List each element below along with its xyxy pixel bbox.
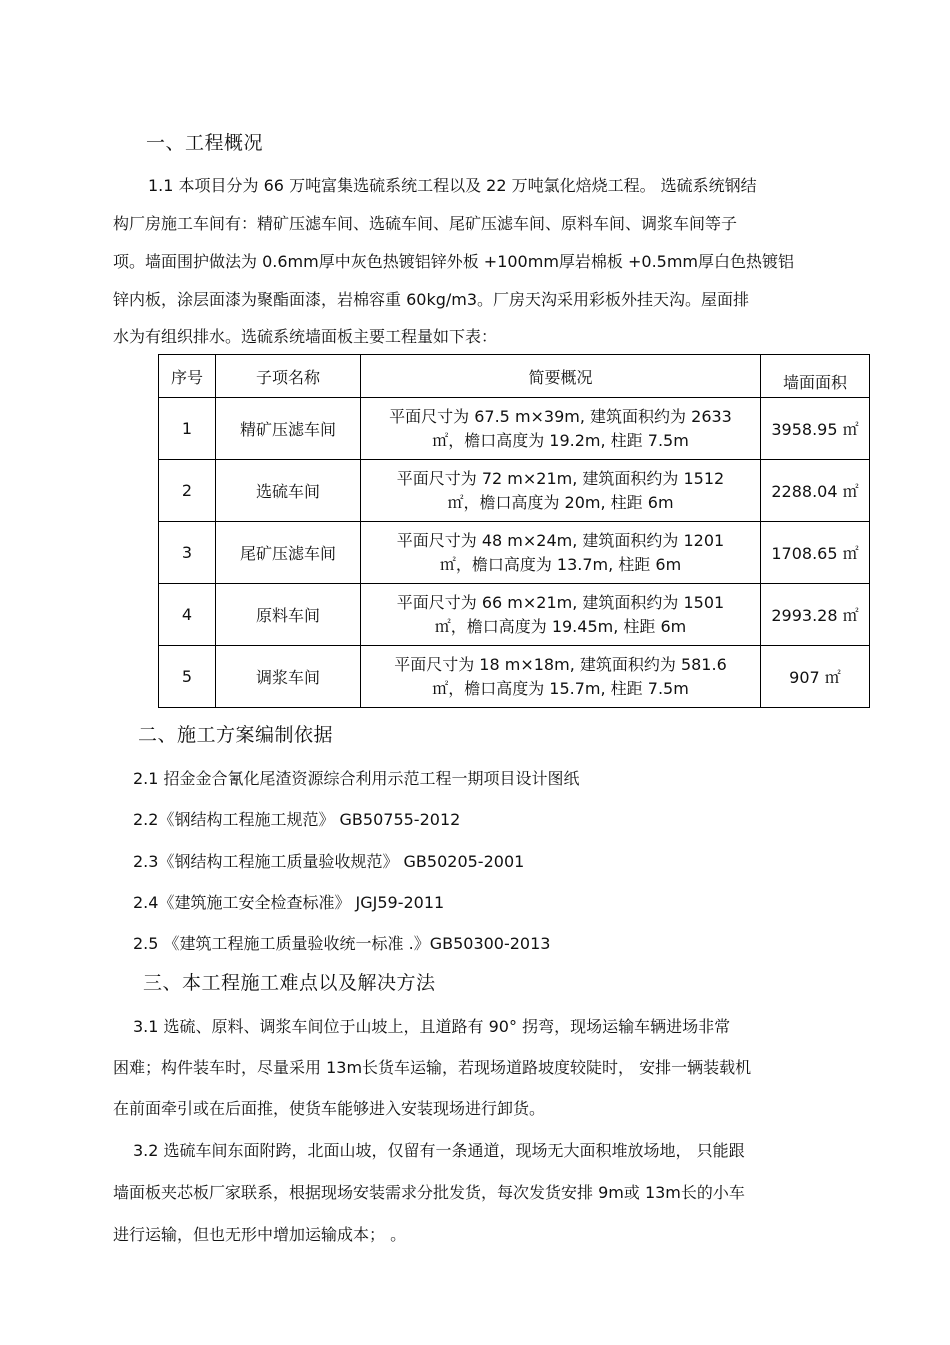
section2-title: 二、施工方案编制依据 xyxy=(138,724,334,746)
row-desc-line2: ㎡，檐口高度为 15.7m, 柱距 7.5m xyxy=(432,678,689,698)
row-no: 5 xyxy=(159,646,216,708)
table-row xyxy=(159,646,870,708)
row-area: 1708.65 ㎡ xyxy=(761,522,870,584)
row-desc xyxy=(361,646,761,708)
row-desc-line2: ㎡，檐口高度为 13.7m, 柱距 6m xyxy=(439,554,682,574)
row-name: 调浆车间 xyxy=(216,646,361,708)
wall-panel-quantity-table xyxy=(158,354,870,708)
row-no: 4 xyxy=(159,584,216,646)
row-area: 3958.95 ㎡ xyxy=(761,398,870,460)
header-no: 序号 xyxy=(159,355,216,398)
row-name: 尾矿压滤车间 xyxy=(216,522,361,584)
row-desc-line1: 平面尺寸为 66 m×21m, 建筑面积约为 1501 xyxy=(396,592,725,612)
table-row xyxy=(159,398,870,460)
row-desc-line1: 平面尺寸为 67.5 m×39m, 建筑面积约为 2633 xyxy=(389,406,732,426)
overview-line-4: 锌内板，涂层面漆为聚酯面漆，岩棉容重 60kg/m3。厂房天沟采用彩板外挂天沟。屋面排 xyxy=(113,290,750,309)
row-area: 2993.28 ㎡ xyxy=(761,584,870,646)
row-desc xyxy=(361,584,761,646)
difficulty-paragraph-2-line-1: 3.2 选硫车间东面附跨，北面山坡，仅留有一条通道，现场无大面积堆放场地， 只能跟 xyxy=(133,1141,745,1160)
row-desc-line2: ㎡，檐口高度为 19.45m, 柱距 6m xyxy=(434,616,687,636)
reference-item: 2.5 《建筑工程施工质量验收统一标准 .》GB50300-2013 xyxy=(133,934,551,953)
row-desc-line1: 平面尺寸为 18 m×18m, 建筑面积约为 581.6 xyxy=(394,654,727,674)
difficulty-paragraph-2-line-3: 进行运输，但也无形中增加运输成本； 。 xyxy=(113,1225,407,1244)
row-name: 原料车间 xyxy=(216,584,361,646)
row-desc xyxy=(361,522,761,584)
row-no: 1 xyxy=(159,398,216,460)
row-desc-line1: 平面尺寸为 48 m×24m, 建筑面积约为 1201 xyxy=(396,530,725,550)
row-no: 2 xyxy=(159,460,216,522)
reference-item: 2.2《钢结构工程施工规范》 GB50755-2012 xyxy=(133,810,461,829)
section1-title: 一、工程概况 xyxy=(146,132,264,154)
row-desc-line1: 平面尺寸为 72 m×21m, 建筑面积约为 1512 xyxy=(396,468,725,488)
reference-item: 2.3《钢结构工程施工质量验收规范》 GB50205-2001 xyxy=(133,852,525,871)
header-area: 墙面面积 xyxy=(761,355,870,398)
reference-item: 2.1 招金金合氰化尾渣资源综合利用示范工程一期项目设计图纸 xyxy=(133,769,580,788)
row-area: 907 ㎡ xyxy=(761,646,870,708)
difficulty-paragraph-1-line-3: 在前面牵引或在后面推，使货车能够进入安装现场进行卸货。 xyxy=(113,1099,546,1118)
difficulty-paragraph-1-line-1: 3.1 选硫、原料、调浆车间位于山坡上，且道路有 90° 拐弯，现场运输车辆进场非常 xyxy=(133,1017,731,1036)
header-name: 子项名称 xyxy=(216,355,361,398)
row-desc xyxy=(361,460,761,522)
table-row xyxy=(159,460,870,522)
row-no: 3 xyxy=(159,522,216,584)
row-desc-line2: ㎡，檐口高度为 19.2m, 柱距 7.5m xyxy=(432,430,689,450)
section3-title: 三、本工程施工难点以及解决方法 xyxy=(143,972,436,994)
overview-line-2: 构厂房施工车间有：精矿压滤车间、选硫车间、尾矿压滤车间、原料车间、调浆车间等子 xyxy=(113,214,738,233)
row-desc xyxy=(361,398,761,460)
row-desc-line2: ㎡，檐口高度为 20m, 柱距 6m xyxy=(447,492,674,512)
overview-line-3: 项。墙面围护做法为 0.6mm厚中灰色热镀铝锌外板 +100mm厚岩棉板 +0.5mm厚白色热镀铝 xyxy=(113,252,795,271)
table-row xyxy=(159,584,870,646)
reference-item: 2.4《建筑施工安全检查标准》 JGJ59-2011 xyxy=(133,893,445,912)
table-header-row xyxy=(159,355,870,398)
difficulty-paragraph-2-line-2: 墙面板夹芯板厂家联系，根据现场安装需求分批发货，每次发货安排 9m或 13m长的小车 xyxy=(113,1183,745,1202)
difficulty-paragraph-1-line-2: 困难；构件装车时，尽量采用 13m长货车运输，若现场道路坡度较陡时， 安排一辆装载机 xyxy=(113,1058,752,1077)
row-name: 精矿压滤车间 xyxy=(216,398,361,460)
overview-line-1: 1.1 本项目分为 66 万吨富集选硫系统工程以及 22 万吨氯化焙烧工程。 选硫系统钢结 xyxy=(148,176,757,195)
header-desc: 简要概况 xyxy=(361,355,761,398)
row-name: 选硫车间 xyxy=(216,460,361,522)
overview-line-5: 水为有组织排水。选硫系统墙面板主要工程量如下表： xyxy=(113,327,498,346)
row-area: 2288.04 ㎡ xyxy=(761,460,870,522)
table-row xyxy=(159,522,870,584)
